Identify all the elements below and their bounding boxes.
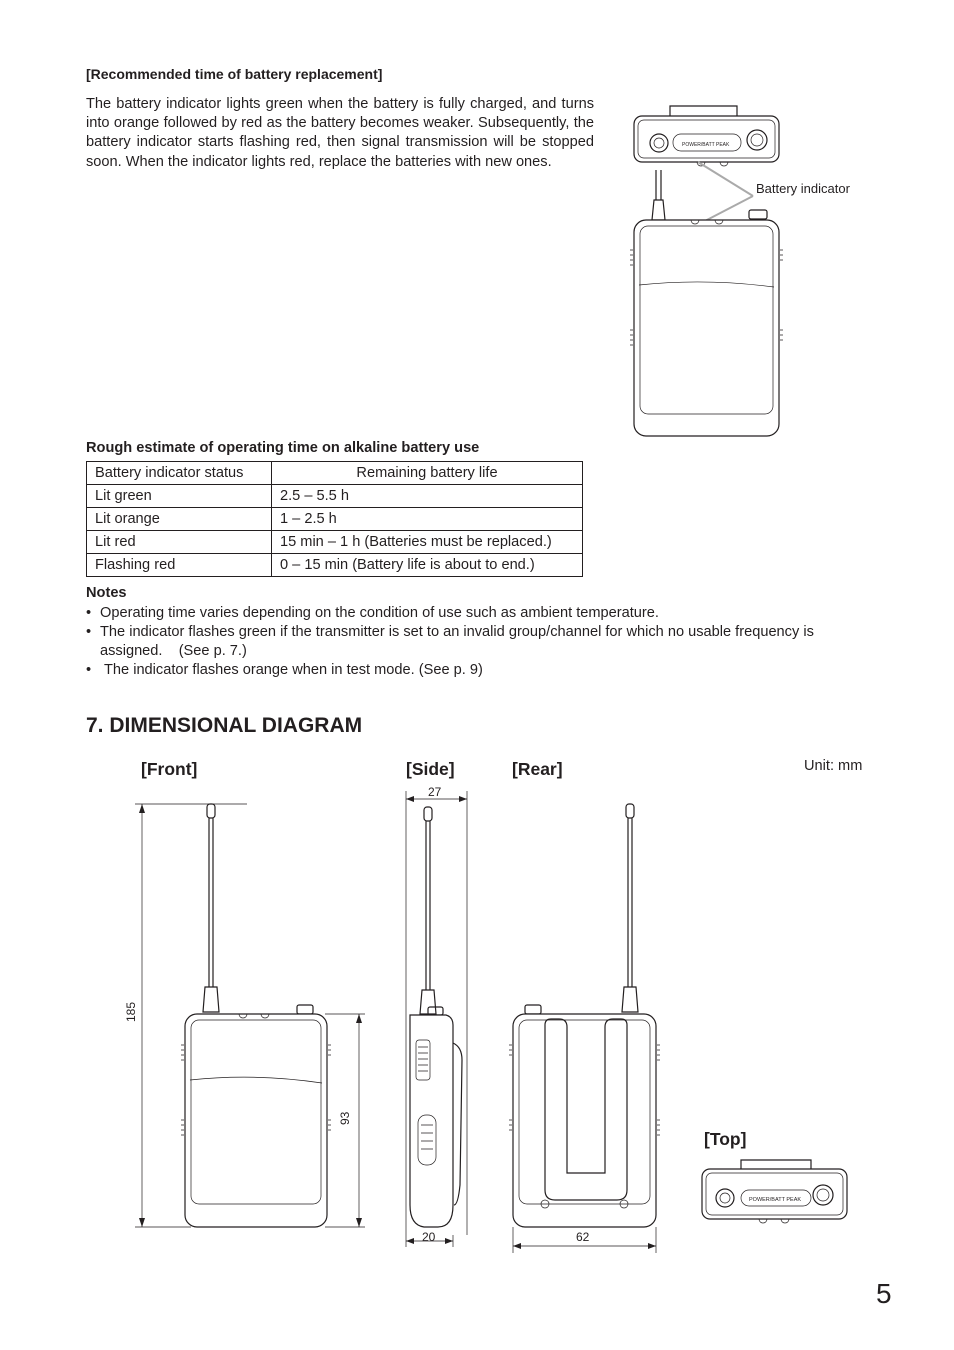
table-header-status: Battery indicator status [87, 462, 272, 485]
view-label-side: [Side] [406, 759, 455, 779]
dim-side-depth-bottom: 20 [422, 1230, 436, 1244]
dim-side-depth-top: 27 [428, 785, 442, 799]
replacement-heading: [Recommended time of battery replacement] [86, 66, 383, 82]
table-cell: 15 min – 1 h (Batteries must be replaced.) [272, 531, 583, 554]
operating-time-table [86, 461, 583, 577]
note-item: • The indicator flashes orange when in test mode. (See p. 9) [86, 662, 483, 678]
top-panel-label: POWER/BATT PEAK [682, 142, 730, 148]
table-cell: 0 – 15 min (Battery life is about to end.) [272, 554, 583, 577]
side-view-drawing [400, 785, 475, 1255]
table-cell: 1 – 2.5 h [272, 508, 583, 531]
front-view-drawing [125, 795, 375, 1245]
table-row [87, 485, 583, 508]
view-label-top: [Top] [704, 1129, 747, 1149]
dim-rear-width: 62 [576, 1230, 590, 1244]
top-view-drawing [695, 1155, 855, 1225]
notes-list [86, 604, 876, 680]
transmitter-top-view [634, 106, 779, 166]
transmitter-illustration [625, 100, 865, 440]
dim-overall-height: 185 [124, 1001, 138, 1022]
dim-body-height: 93 [338, 1111, 352, 1125]
rear-view-drawing [505, 795, 665, 1255]
view-label-rear: [Rear] [512, 759, 563, 779]
table-cell: Lit red [87, 531, 272, 554]
table-cell: 2.5 – 5.5 h [272, 485, 583, 508]
view-label-front: [Front] [141, 759, 198, 779]
transmitter-front-view [630, 210, 783, 436]
table-row [87, 531, 583, 554]
table-row [87, 508, 583, 531]
notes-heading: Notes [86, 585, 127, 601]
section-title: 7. DIMENSIONAL DIAGRAM [86, 714, 363, 737]
operating-time-heading: Rough estimate of operating time on alkaline battery use [86, 440, 480, 456]
replacement-body: The battery indicator lights green when the battery is fully charged, and turns into orange followed by red as the battery becomes weaker. Subsequently, the battery indicator starts flashing red, then signal transmission will be stopped soon. When the indicator lights red, replace the batteries with new ones. [86, 96, 594, 170]
page-number: 5 [876, 1278, 892, 1309]
battery-indicator-callout: Battery indicator [756, 181, 850, 196]
table-cell: Flashing red [87, 554, 272, 577]
table-cell: Lit green [87, 485, 272, 508]
note-item: • The indicator flashes green if the transmitter is set to an invalid group/channel for which no usable frequency is assigned. (See p. 7.) [86, 624, 814, 659]
table-header-row [87, 462, 583, 485]
table-row [87, 554, 583, 577]
note-item: • Operating time varies depending on the condition of use such as ambient temperature. [86, 605, 659, 621]
top-view-panel-label: POWER/BATT PEAK [749, 1197, 802, 1203]
unit-label: Unit: mm [804, 758, 863, 774]
table-header-remaining: Remaining battery life [272, 462, 583, 485]
table-cell: Lit orange [87, 508, 272, 531]
